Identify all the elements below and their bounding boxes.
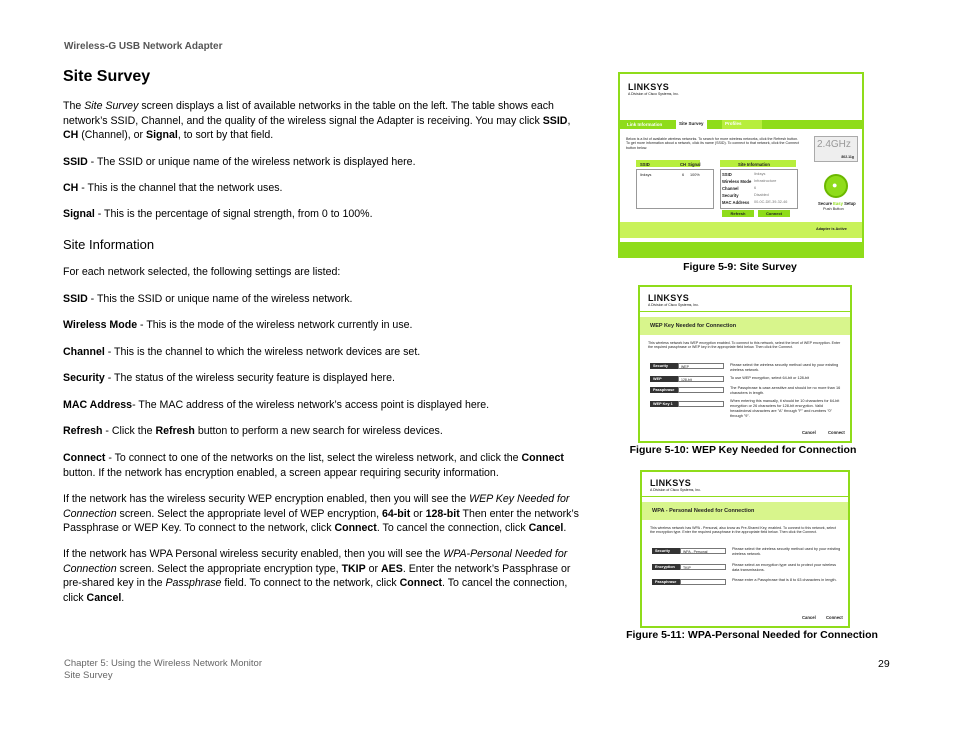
text: - Click the bbox=[102, 425, 156, 437]
footer-chapter: Chapter 5: Using the Wireless Network Monitor bbox=[64, 658, 262, 669]
linksys-logo bbox=[628, 82, 679, 96]
field-label: Security bbox=[722, 193, 739, 198]
page-number: 29 bbox=[878, 658, 890, 670]
text: Site Survey bbox=[84, 100, 139, 112]
encryption-select[interactable]: TKIP bbox=[680, 564, 726, 570]
divider bbox=[640, 311, 850, 312]
term: Connect bbox=[334, 522, 377, 534]
tab-profiles[interactable]: Profiles bbox=[722, 120, 762, 129]
text: - To connect to one of the networks on the list, select the wireless network, and click the bbox=[105, 452, 522, 464]
term: Refresh bbox=[63, 425, 103, 437]
field-value: 00-0C-DE-39-32-46 bbox=[754, 200, 788, 204]
bottom-bar bbox=[620, 242, 862, 256]
info-def-channel bbox=[63, 345, 585, 360]
secure-easy-setup-label bbox=[818, 201, 856, 206]
term: Connect bbox=[63, 452, 106, 464]
figure-caption: Figure 5-11: WPA-Personal Needed for Connection bbox=[626, 629, 878, 641]
logo-text: LINKSYS bbox=[648, 293, 690, 303]
text: . Enter the network’s Passphrase or pre-shared key in the bbox=[63, 562, 571, 589]
text: - The MAC address of the wireless network’s access point is displayed here. bbox=[132, 399, 490, 411]
network-row-ch: 6 bbox=[682, 173, 685, 177]
wep-level-select[interactable]: 128-bit bbox=[678, 376, 724, 382]
network-row-ssid[interactable]: linksys bbox=[640, 173, 652, 177]
term: Connect bbox=[521, 452, 564, 464]
text: If the network has the wireless security WEP encryption enabled, then you will see the bbox=[63, 493, 470, 505]
col-signal[interactable]: Signal bbox=[688, 162, 701, 167]
lock-icon: ● bbox=[832, 180, 838, 190]
field-label: Wireless Mode bbox=[722, 179, 752, 184]
linksys-logo bbox=[650, 478, 701, 492]
term: Signal bbox=[146, 129, 178, 141]
section-heading: Site Information bbox=[63, 237, 155, 252]
connect-paragraph bbox=[63, 451, 585, 480]
field-label: SSID bbox=[722, 172, 732, 177]
adapter-status: Adapter is Active bbox=[816, 227, 847, 231]
site-info-label: Site Information bbox=[738, 162, 770, 167]
logo-text: LINKSYS bbox=[650, 478, 692, 488]
tab-site-survey[interactable]: Site Survey bbox=[676, 120, 707, 129]
term: CH bbox=[63, 129, 79, 141]
figure-caption: Figure 5-10: WEP Key Needed for Connection bbox=[629, 444, 857, 456]
text: (Channel), or bbox=[78, 129, 147, 141]
logo-subtext: A Division of Cisco Systems, Inc. bbox=[650, 488, 701, 492]
field-value: Disabled bbox=[754, 193, 769, 197]
text: - This the SSID or unique name of the wireless network. bbox=[87, 293, 353, 305]
field-value: Infrastructure bbox=[754, 179, 777, 183]
term: SSID bbox=[542, 114, 568, 127]
wpa-paragraph bbox=[63, 547, 585, 605]
passphrase-label: Passphrase bbox=[652, 579, 682, 585]
wep-key-label: WEP Key 1 bbox=[650, 401, 680, 407]
passphrase-input[interactable] bbox=[678, 387, 724, 393]
linksys-logo bbox=[648, 293, 699, 307]
dialog-description: This wireless network has WEP encryption enabled. To connect to this network, select the level of WEP encryption. Enter the required passphrase or WEP key in the appropriate field below. Then click the Connect. bbox=[648, 341, 841, 350]
passphrase-note: Please enter a Passphrase that is 8 to 63 characters in length. bbox=[732, 578, 837, 582]
term: AES bbox=[381, 562, 403, 575]
text: - The status of the wireless security feature is displayed here. bbox=[104, 372, 395, 384]
term: SSID bbox=[63, 156, 88, 168]
field-value: 6 bbox=[754, 186, 757, 190]
logo-text: LINKSYS bbox=[628, 82, 670, 92]
text: . To cancel the connection, click bbox=[63, 577, 568, 604]
cancel-button[interactable]: Cancel bbox=[802, 430, 816, 435]
term: Refresh bbox=[155, 425, 195, 437]
text: WPA-Personal Needed for Connection bbox=[63, 548, 568, 575]
text: - This is the channel that the network uses. bbox=[78, 182, 283, 194]
wep-key-input[interactable] bbox=[678, 401, 724, 407]
logo-subtext: A Division of Cisco Systems, Inc. bbox=[628, 92, 679, 96]
text: button to perform a new search for wireless devices. bbox=[194, 425, 443, 437]
badge-text: 2.4GHz bbox=[817, 139, 851, 150]
band-badge bbox=[814, 136, 858, 162]
term: 128-bit bbox=[425, 507, 460, 520]
site-survey-description: Below is a list of available wireless networks. To search for more wireless networks, click the Refresh button. To get more information about a network, click its name (SSID). To connect to that network, click the Connect button below. bbox=[626, 137, 799, 150]
security-select[interactable]: WEP bbox=[678, 363, 724, 369]
term: TKIP bbox=[341, 562, 366, 575]
text: If the network has WPA Personal wireless security enabled, then you will see the bbox=[63, 548, 444, 560]
connect-button[interactable]: Connect bbox=[828, 430, 845, 435]
security-label: Security bbox=[650, 363, 680, 369]
cancel-button[interactable]: Cancel bbox=[802, 615, 816, 620]
text: - The SSID or unique name of the wireless network is displayed here. bbox=[87, 156, 416, 168]
connect-button[interactable]: Connect bbox=[826, 615, 843, 620]
term: SSID bbox=[63, 293, 88, 305]
text: , to sort by that field. bbox=[177, 129, 274, 141]
badge-subtext: 802.11g bbox=[841, 155, 854, 159]
text: The bbox=[63, 100, 85, 112]
wpa-screenshot bbox=[640, 470, 850, 628]
info-def-ssid bbox=[63, 292, 585, 307]
dialog-description: This wireless network has WPA - Personal, also know as Pre-Shared Key, enabled. To connect to this network, select the encryption type. Enter the required passphrase in the appropriate field below. Then click the Connect. bbox=[650, 526, 836, 535]
term: 64-bit bbox=[382, 507, 411, 520]
passphrase-label: Passphrase bbox=[650, 387, 680, 393]
security-select[interactable]: WPA - Personal bbox=[680, 548, 726, 554]
text: Secure bbox=[818, 201, 832, 206]
intro-paragraph bbox=[63, 99, 585, 143]
encryption-label: Encryption bbox=[652, 564, 682, 570]
wep-screenshot bbox=[638, 285, 852, 443]
tab-link-information[interactable]: Link Information bbox=[627, 122, 663, 127]
def-ch bbox=[63, 181, 585, 196]
text: Passphrase bbox=[165, 577, 222, 589]
passphrase-note: The Passphrase is case-sensitive and should be no more than 16 characters in length. bbox=[730, 386, 841, 395]
dialog-heading: WEP Key Needed for Connection bbox=[650, 323, 737, 329]
dialog-heading: WPA - Personal Needed for Connection bbox=[652, 508, 755, 514]
text: , bbox=[567, 114, 571, 127]
encryption-note: Please select an encryption type used to protect your wireless data transmissions. bbox=[732, 563, 837, 572]
text: or bbox=[410, 507, 426, 520]
text: screen. Select the appropriate encryption type, bbox=[116, 562, 342, 575]
text: or bbox=[365, 562, 382, 575]
info-def-mac bbox=[63, 398, 585, 413]
footer-section: Site Survey bbox=[64, 670, 113, 681]
info-def-security bbox=[63, 371, 585, 386]
text: Then enter the network’s Passphrase or WEP Key. To connect to the network, click bbox=[63, 507, 579, 534]
text: field. To connect to the network, click bbox=[221, 577, 400, 589]
security-label: Security bbox=[652, 548, 682, 554]
field-label: MAC Address bbox=[722, 200, 750, 205]
info-def-mode bbox=[63, 318, 585, 333]
field-value: linksys bbox=[754, 172, 766, 176]
logo-subtext: A Division of Cisco Systems, Inc. bbox=[648, 303, 699, 307]
term: Security bbox=[63, 372, 105, 384]
divider bbox=[642, 496, 848, 497]
wep-label: WEP bbox=[650, 376, 680, 382]
secure-easy-setup-button[interactable] bbox=[824, 174, 848, 198]
text: screen displays a list of available networks in the table on the left. The table shows each network’s SSID, Channel, and the quality of the wireless signal the Adapter is receiving. You may click bbox=[63, 100, 554, 127]
term: Cancel bbox=[86, 591, 122, 604]
field-label: Channel bbox=[722, 186, 739, 191]
text: Easy bbox=[833, 201, 843, 206]
security-note: Please select the wireless security method used by your existing wireless network. bbox=[730, 363, 839, 372]
network-row-signal: 100% bbox=[690, 173, 700, 177]
text: screen. Select the appropriate level of WEP encryption, bbox=[116, 507, 382, 520]
term: Connect bbox=[399, 577, 443, 589]
site-info-intro: For each network selected, the following settings are listed: bbox=[63, 266, 341, 278]
def-signal bbox=[63, 207, 585, 222]
refresh-button[interactable]: Refresh bbox=[722, 210, 754, 217]
col-ch[interactable]: CH bbox=[680, 162, 687, 167]
col-ssid[interactable]: SSID bbox=[640, 162, 650, 167]
text: WEP Key Needed for Connection bbox=[63, 493, 570, 520]
term: Wireless Mode bbox=[63, 319, 138, 331]
text: - This is the percentage of signal strength, from 0 to 100%. bbox=[94, 208, 373, 220]
connect-button[interactable]: Connect bbox=[758, 210, 790, 217]
security-note: Please select the wireless security method used by your existing wireless network. bbox=[732, 547, 841, 556]
text: - This is the mode of the wireless network currently in use. bbox=[137, 319, 413, 331]
text: . bbox=[563, 522, 567, 534]
text: . To cancel the connection, click bbox=[376, 522, 529, 534]
wep-level-note: To use WEP encryption, select 64-bit or 128-bit bbox=[730, 376, 810, 380]
term: CH bbox=[63, 182, 79, 194]
term: Cancel bbox=[528, 522, 564, 534]
refresh-paragraph bbox=[63, 424, 585, 439]
def-ssid bbox=[63, 155, 585, 170]
running-header: Wireless-G USB Network Adapter bbox=[64, 41, 223, 52]
site-survey-screenshot bbox=[618, 72, 864, 258]
wep-paragraph bbox=[63, 492, 585, 536]
text: . bbox=[121, 591, 125, 604]
wep-key-note: When entering this manually, it should be 10 characters for 64-bit encryption or 26 characters for 128-bit encryption. Valid hexadecimal characters are "A" through "F" and numbers "0" through "9". bbox=[730, 399, 840, 418]
passphrase-input[interactable] bbox=[680, 579, 726, 585]
page-title: Site Survey bbox=[63, 68, 151, 85]
term: Signal bbox=[63, 208, 95, 220]
text: button. If the network has encryption enabled, a screen appear requiring security information. bbox=[63, 466, 499, 479]
term: MAC Address bbox=[63, 399, 133, 411]
figure-caption: Figure 5-9: Site Survey bbox=[683, 261, 797, 273]
text: - This is the channel to which the wireless network devices are set. bbox=[104, 346, 421, 358]
term: Channel bbox=[63, 346, 105, 358]
text: Setup bbox=[844, 201, 856, 206]
push-button-label: Push Button bbox=[823, 207, 844, 211]
